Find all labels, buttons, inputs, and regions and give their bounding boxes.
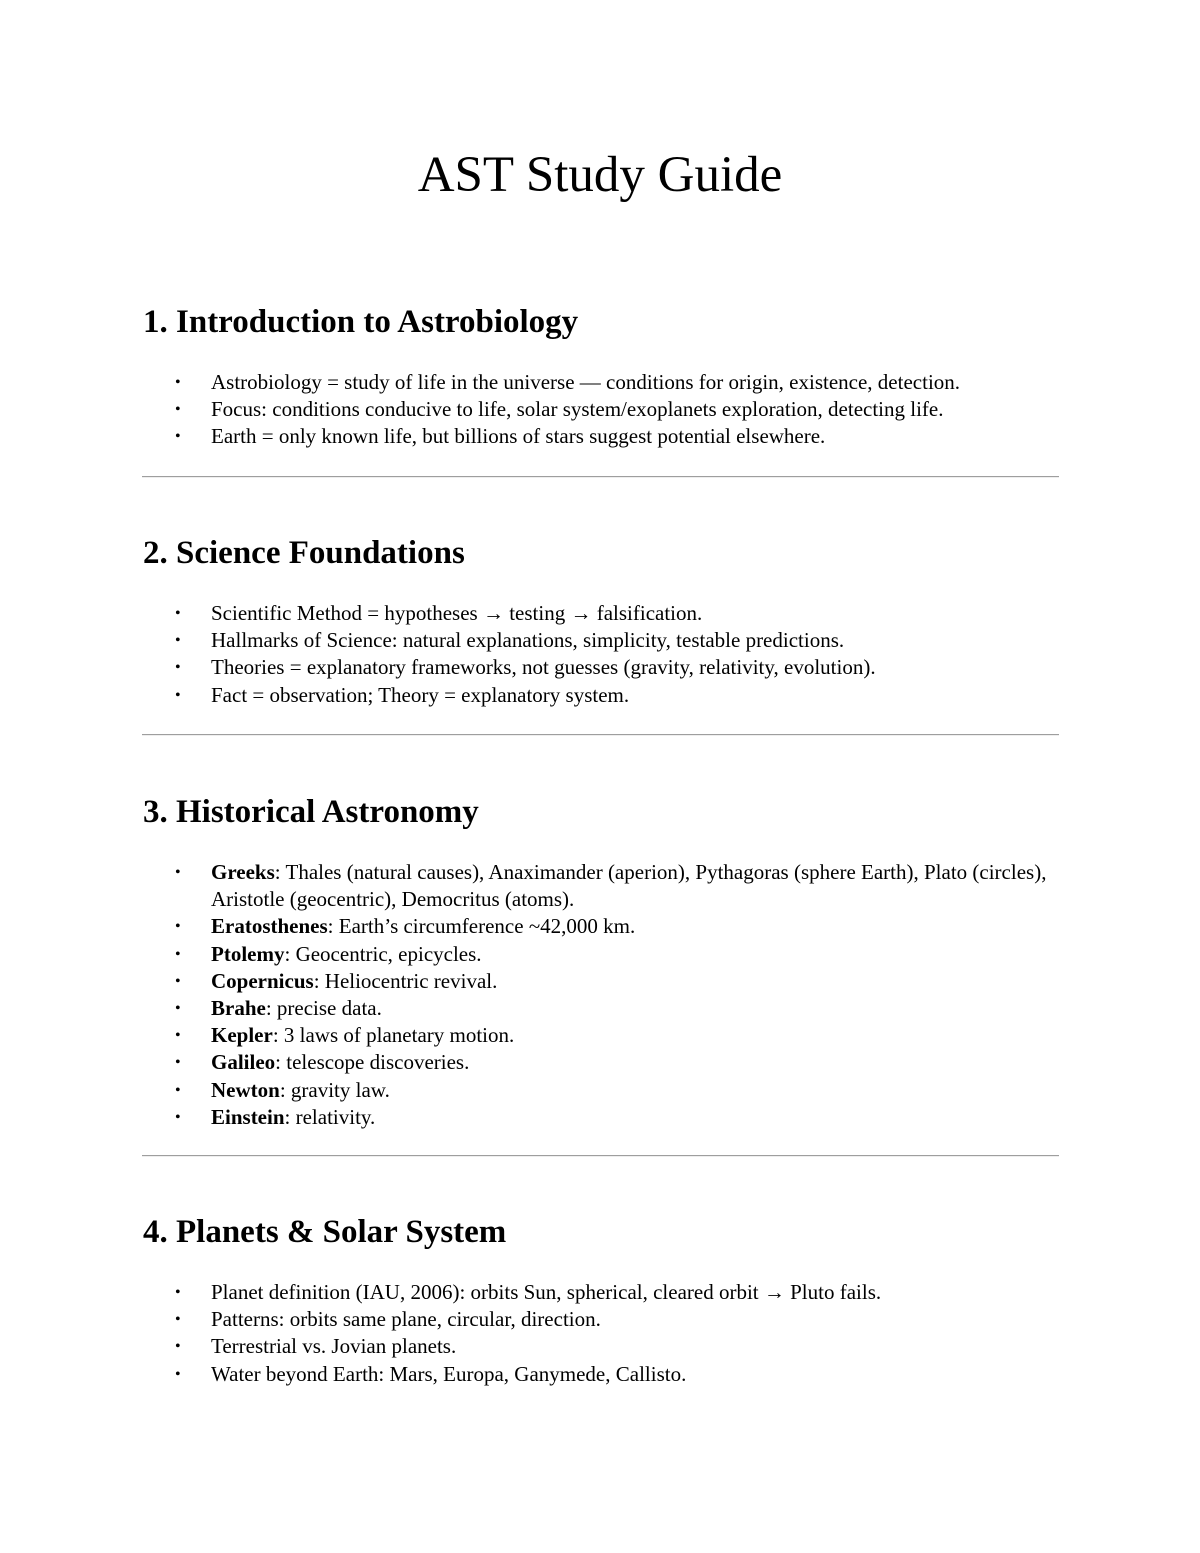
bullet-icon: • <box>175 945 181 963</box>
bullet-icon: • <box>175 1054 181 1072</box>
section-planets-and-solar-system <box>143 1212 1059 1388</box>
list-item <box>143 654 1059 681</box>
bullet-icon: • <box>175 1311 181 1329</box>
item-term: Ptolemy <box>211 941 285 966</box>
section-historical-astronomy <box>143 792 1059 1131</box>
bullet-icon: • <box>175 686 181 704</box>
item-text: Focus: conditions conducive to life, solar system/exoplanets exploration, detecting life. <box>211 397 944 422</box>
list-item <box>143 600 1059 627</box>
bullet-icon: • <box>175 1000 181 1018</box>
section-introduction-to-astrobiology <box>143 302 1059 451</box>
bullet-icon: • <box>175 659 181 677</box>
item-text: Planet definition (IAU, 2006): orbits Sun, spherical, cleared orbit → Pluto fails. <box>211 1280 882 1304</box>
section-science-foundations <box>143 533 1059 709</box>
item-text: Scientific Method = hypotheses → testing → falsification. <box>211 601 703 625</box>
bullet-icon: • <box>175 1027 181 1045</box>
bullet-icon: • <box>175 864 181 881</box>
bullet-icon: • <box>175 972 181 990</box>
bullet-icon: • <box>175 918 181 936</box>
bullet-icon: • <box>175 1108 181 1126</box>
item-term: Copernicus <box>211 968 314 993</box>
item-text: Earth = only known life, but billions of stars suggest potential elsewhere. <box>211 424 826 449</box>
item-term: Kepler <box>211 1023 273 1048</box>
list-item <box>143 1279 1059 1306</box>
document-title: AST Study Guide <box>417 147 783 203</box>
item-text: : gravity law. <box>279 1077 390 1102</box>
item-text: : precise data. <box>265 996 382 1021</box>
section-divider <box>142 1155 1059 1157</box>
list-item <box>143 1306 1059 1333</box>
bullet-icon: • <box>175 1081 181 1099</box>
bullet-icon: • <box>175 1338 181 1356</box>
list-item <box>143 913 1059 940</box>
item-text: Terrestrial vs. Jovian planets. <box>211 1334 457 1359</box>
bullet-list <box>143 600 1059 709</box>
item-text: : Thales (natural causes), Anaximander (aperion), Pythagoras (sphere Earth), Plato (circles), Aristotle (geocentric), Democritus (atoms). <box>211 860 1047 912</box>
item-term: Greeks <box>211 860 275 884</box>
list-item <box>143 396 1059 423</box>
list-item <box>143 995 1059 1022</box>
item-text: : telescope discoveries. <box>275 1050 470 1075</box>
bullet-icon: • <box>175 1365 181 1383</box>
item-text: Theories = explanatory frameworks, not guesses (gravity, relativity, evolution). <box>211 655 876 680</box>
bullet-icon: • <box>175 632 181 650</box>
section-heading: 3. Historical Astronomy <box>143 794 479 830</box>
list-item <box>143 1104 1059 1131</box>
list-item <box>143 941 1059 968</box>
bullet-list <box>143 859 1059 1131</box>
section-heading: 1. Introduction to Astrobiology <box>143 304 579 340</box>
list-item <box>143 968 1059 995</box>
item-term: Galileo <box>211 1050 276 1075</box>
list-item <box>143 423 1059 450</box>
item-text: Astrobiology = study of life in the universe — conditions for origin, existence, detection. <box>211 370 961 394</box>
list-item <box>143 859 1059 913</box>
item-text: Hallmarks of Science: natural explanations, simplicity, testable predictions. <box>211 628 845 653</box>
item-text: : Geocentric, epicycles. <box>284 941 482 966</box>
item-text: : Earth’s circumference ~42,000 km. <box>327 914 636 939</box>
item-text: Water beyond Earth: Mars, Europa, Ganymede, Callisto. <box>211 1361 687 1386</box>
item-term: Brahe <box>211 996 266 1021</box>
item-text: Fact = observation; Theory = explanatory system. <box>211 682 630 707</box>
section-divider <box>142 476 1059 478</box>
item-text: Patterns: orbits same plane, circular, direction. <box>211 1307 601 1332</box>
list-item <box>143 1077 1059 1104</box>
bullet-icon: • <box>175 401 181 419</box>
list-item <box>143 627 1059 654</box>
list-item <box>143 1333 1059 1360</box>
section-heading: 2. Science Foundations <box>143 535 465 571</box>
item-term: Eratosthenes <box>211 914 328 939</box>
bullet-list <box>143 369 1059 451</box>
bullet-icon: • <box>175 1284 181 1301</box>
item-text: : 3 laws of planetary motion. <box>272 1023 515 1048</box>
list-item <box>143 1049 1059 1076</box>
bullet-icon: • <box>175 428 181 446</box>
item-text: : Heliocentric revival. <box>313 968 498 993</box>
bullet-list <box>143 1279 1059 1388</box>
list-item <box>143 1022 1059 1049</box>
bullet-icon: • <box>175 605 181 622</box>
list-item <box>143 1361 1059 1388</box>
item-term: Newton <box>211 1077 280 1102</box>
item-text: : relativity. <box>284 1104 376 1129</box>
list-item <box>143 682 1059 709</box>
list-item <box>143 369 1059 396</box>
bullet-icon: • <box>175 374 181 391</box>
section-heading: 4. Planets & Solar System <box>143 1214 507 1250</box>
section-divider <box>142 734 1059 736</box>
item-term: Einstein <box>211 1104 285 1129</box>
